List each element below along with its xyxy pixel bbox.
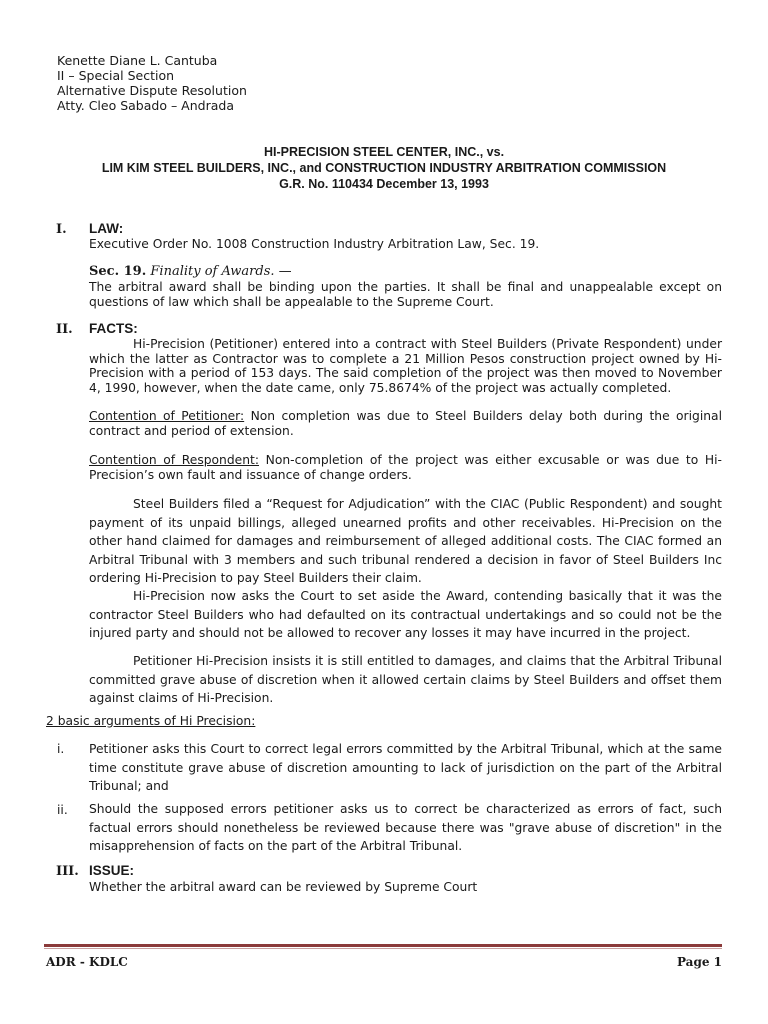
author-professor: Atty. Cleo Sabado – Andrada <box>57 98 234 113</box>
law-text: Executive Order No. 1008 Construction Industry Arbitration Law, Sec. 19. <box>89 237 540 251</box>
issue-heading: ISSUE: <box>89 863 135 878</box>
arguments-title: 2 basic arguments of Hi Precision: <box>46 714 256 728</box>
contention-respondent <box>89 453 722 482</box>
sec19-title: Finality of Awards. <box>150 264 275 279</box>
issue-numeral: III. <box>56 864 79 879</box>
facts-heading: FACTS: <box>89 321 138 336</box>
footer-left-label: ADR - KDLC <box>46 955 128 969</box>
contention-petitioner-text: Non completion was due to Steel Builders delay both during the original contract and period of extension. <box>89 409 722 438</box>
law-heading: LAW: <box>89 221 124 236</box>
argument-2-text: Should the supposed errors petitioner asks us to correct be characterized as errors of fact, such factual errors should nonetheless be reviewed because there was "grave abuse of discretion" in the misapprehension of facts on the part of the Arbitral Tribunal. <box>89 802 722 853</box>
facts-paragraph-3: Hi-Precision now asks the Court to set aside the Award, contending basically that it was the contractor Steel Builders who had defaulted on its contractual undertakings and so could not be the injured party and should not be allowed to recover any losses it may have incurred in the project. <box>89 589 722 640</box>
sec19-label: Sec. 19. <box>89 264 147 279</box>
facts-paragraph-4: Petitioner Hi-Precision insists it is still entitled to damages, and claims that the Arbitral Tribunal committed grave abuse of discretion when it allowed certain claims by Steel Builders and offset them against claims of Hi-Precision. <box>89 654 722 705</box>
issue-text: Whether the arbitral award can be reviewed by Supreme Court <box>89 880 478 894</box>
footer-divider-thin <box>44 948 722 949</box>
author-section: II – Special Section <box>57 68 175 83</box>
argument-2-numeral: ii. <box>57 803 68 817</box>
law-numeral: I. <box>56 222 67 237</box>
facts-paragraph-2: Steel Builders filed a “Request for Adjudication” with the CIAC (Public Respondent) and sought payment of its unpaid billings, alleged unearned profits and other receivables. Hi-Precision on the other hand claimed for damages and reimbursement of alleged additional costs. The CIAC formed an Arbitral Tribunal with 3 members and such tribunal rendered a decision in favor of Steel Builders Inc ordering Hi-Precision to pay Steel Builders their claim. <box>89 497 722 585</box>
facts-numeral: II. <box>56 322 73 337</box>
case-title-line3: G.R. No. 110434 December 13, 1993 <box>279 177 489 191</box>
contention-petitioner-label: Contention of Petitioner: <box>89 409 245 423</box>
sec19-dash: — <box>278 264 292 279</box>
author-name: Kenette Diane L. Cantuba <box>57 53 218 68</box>
contention-petitioner <box>89 409 722 438</box>
argument-1-numeral: i. <box>57 742 65 756</box>
sec19-text: The arbitral award shall be binding upon the parties. It shall be final and unappealable except on questions of law which shall be appealable to the Supreme Court. <box>89 280 722 309</box>
case-title <box>0 144 768 192</box>
case-title-line2: LIM KIM STEEL BUILDERS, INC., and CONSTRUCTION INDUSTRY ARBITRATION COMMISSION <box>101 161 667 175</box>
author-block <box>57 53 247 113</box>
argument-1-text: Petitioner asks this Court to correct legal errors committed by the Arbitral Tribunal, which at the same time constitute grave abuse of discretion amounting to lack of jurisdiction on the part of the Arbitral Tribunal; and <box>89 742 722 793</box>
case-title-line1: HI-PRECISION STEEL CENTER, INC., vs. <box>263 145 505 159</box>
sec19-heading <box>89 264 292 279</box>
contention-respondent-label: Contention of Respondent: <box>89 453 259 467</box>
contention-respondent-text: Non-completion of the project was either excusable or was due to Hi-Precision’s own fault and issuance of change orders. <box>89 453 722 482</box>
author-course: Alternative Dispute Resolution <box>57 83 247 98</box>
footer-divider <box>44 944 722 947</box>
page-number: Page 1 <box>676 955 722 969</box>
facts-paragraph-1: Hi-Precision (Petitioner) entered into a contract with Steel Builders (Private Respondent) under which the latter as Contractor was to complete a 21 Million Pesos construction project owned by Hi-Precision with a period of 153 days. The said completion of the project was then moved to November 4, 1990, however, when the date came, only 75.8674% of the project was actually completed. <box>89 337 722 395</box>
